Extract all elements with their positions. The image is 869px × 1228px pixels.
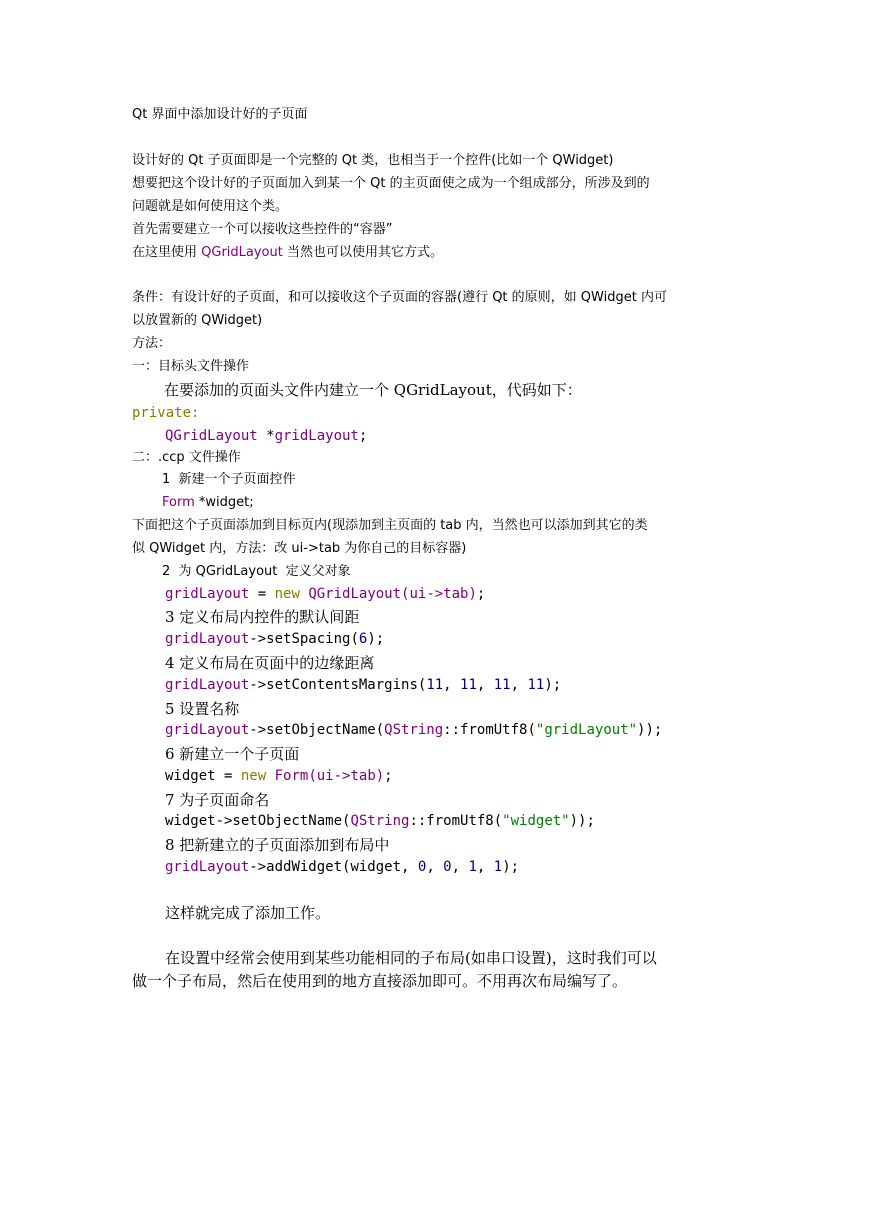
code-line-8 — [165, 856, 519, 878]
c3-call: ->setSpacing( — [249, 631, 359, 647]
c4-b: 11 — [460, 677, 477, 693]
c6-end: ; — [384, 768, 393, 784]
code-private: private: — [132, 405, 200, 421]
c4-c: 11 — [493, 677, 511, 693]
c8-sep2: , — [451, 859, 469, 875]
intro-line-5 — [132, 243, 443, 263]
c8-sep1: , — [426, 859, 444, 875]
form-type: Form — [162, 495, 195, 510]
final-line-1: 在设置中经常会使用到某些功能相同的子布局(如串口设置)，这时我们可以 — [165, 949, 657, 967]
c8-var: gridLayout — [165, 859, 250, 875]
c4-sep3: , — [510, 677, 528, 693]
substep-5: 5 设置名称 — [165, 700, 240, 718]
c2-eq: = — [249, 586, 275, 602]
code-line-3 — [165, 628, 384, 650]
intro-line-5-post: 当然也可以使用其它方式。 — [282, 245, 443, 260]
intro-line-1: 设计好的 Qt 子页面即是一个完整的 Qt 类，也相当于一个控件(比如一个 QWidget) — [132, 153, 614, 168]
c2-cls: QGridLayout — [299, 586, 402, 602]
c8-d: 1 — [493, 859, 503, 875]
code-type: QGridLayout — [165, 428, 258, 444]
substep-4: 4 定义布局在页面中的边缘距离 — [165, 654, 375, 672]
c5-qs: QString — [384, 722, 444, 738]
c4-var: gridLayout — [165, 677, 250, 693]
code-declaration — [165, 425, 367, 447]
c6-arg: (ui->tab) — [308, 768, 385, 784]
code-var: gridLayout — [274, 428, 359, 444]
page-title: Qt 界面中添加设计好的子页面 — [132, 107, 308, 122]
c7-qs: QString — [350, 813, 410, 829]
c4-sep2: , — [476, 677, 494, 693]
form-rest: *widget; — [194, 495, 254, 510]
paragraph-2-line-2: 似 QWidget 内，方法：改 ui->tab 为你自己的目标容器) — [132, 541, 467, 556]
c8-call: ->addWidget(widget, — [249, 859, 418, 875]
code-line-6 — [165, 765, 393, 787]
intro-line-2: 想要把这个设计好的子页面加入到某一个 Qt 的主页面使之成为一个组成部分，所涉及到的 — [132, 176, 650, 191]
intro-line-3: 问题就是如何使用这个类。 — [132, 199, 289, 214]
c2-var: gridLayout — [165, 586, 250, 602]
code-line-4 — [165, 674, 561, 696]
code-line-5 — [165, 719, 662, 741]
c3-var: gridLayout — [165, 631, 250, 647]
c2-kw: new — [274, 586, 300, 602]
code-line-7 — [165, 810, 595, 832]
c4-d: 11 — [527, 677, 545, 693]
c7-lhs: widget->setObjectName( — [165, 813, 351, 829]
c2-end: ; — [476, 586, 486, 602]
c5-str: "gridLayout" — [535, 722, 638, 738]
c4-a: 11 — [426, 677, 444, 693]
final-line-2: 做一个子布局，然后在使用到的地方直接添加即可。不用再次布局编写了。 — [132, 972, 628, 990]
c5-call: ->setObjectName( — [249, 722, 385, 738]
c3-n: 6 — [358, 631, 368, 647]
c2-arg: (ui->tab) — [401, 586, 477, 602]
substep-6: 6 新建立一个子页面 — [165, 745, 300, 763]
c7-end: )); — [569, 813, 595, 829]
intro-line-5-pre: 在这里使用 — [132, 245, 202, 260]
code-star: * — [257, 428, 275, 444]
c6-cls: Form — [266, 768, 309, 784]
c8-a: 0 — [417, 859, 427, 875]
c5-end: )); — [637, 722, 663, 738]
intro-line-4: 首先需要建立一个可以接收这些控件的“容器” — [132, 222, 393, 237]
c4-sep1: , — [443, 677, 461, 693]
code-line-2 — [165, 583, 485, 605]
substep-8: 8 把新建立的子页面添加到布局中 — [165, 836, 390, 854]
c4-call: ->setContentsMargins( — [249, 677, 427, 693]
c6-lhs: widget = — [165, 768, 241, 784]
c8-b: 0 — [443, 859, 452, 875]
substep-1-code — [162, 493, 254, 513]
step1-heading: 一：目标头文件操作 — [132, 359, 250, 374]
code-semi: ; — [358, 428, 368, 444]
done-sentence: 这样就完成了添加工作。 — [165, 904, 331, 922]
c7-fn: ::fromUtf8( — [409, 813, 503, 829]
c8-c: 1 — [468, 859, 477, 875]
qgridlayout-highlight: QGridLayout — [201, 245, 283, 260]
c5-var: gridLayout — [165, 722, 250, 738]
step1-description: 在要添加的页面头文件内建立一个 QGridLayout，代码如下： — [164, 381, 582, 399]
condition-line-2: 以放置新的 QWidget) — [132, 313, 263, 328]
c3-end: ); — [367, 631, 385, 647]
method-label: 方法： — [132, 336, 172, 351]
c4-end: ); — [544, 677, 562, 693]
substep-2: 2 为 QGridLayout 定义父对象 — [162, 564, 351, 579]
c5-fn: ::fromUtf8( — [443, 722, 536, 738]
substep-7: 7 为子页面命名 — [165, 791, 270, 809]
paragraph-2-line-1: 下面把这个子页面添加到目标页内(现添加到主页面的 tab 内，当然也可以添加到其它的类 — [132, 518, 648, 533]
c8-sep3: , — [476, 859, 494, 875]
c7-str: "widget" — [502, 813, 570, 829]
step2-heading: 二：.ccp 文件操作 — [132, 450, 241, 465]
substep-3: 3 定义布局内控件的默认间距 — [165, 608, 360, 626]
c8-end: ); — [502, 859, 520, 875]
substep-1: 1 新建一个子页面控件 — [162, 472, 296, 487]
condition-line-1: 条件：有设计好的子页面，和可以接收这个子页面的容器(遵行 Qt 的原则，如 QWidget 内可 — [132, 290, 667, 305]
c6-kw: new — [240, 768, 267, 784]
